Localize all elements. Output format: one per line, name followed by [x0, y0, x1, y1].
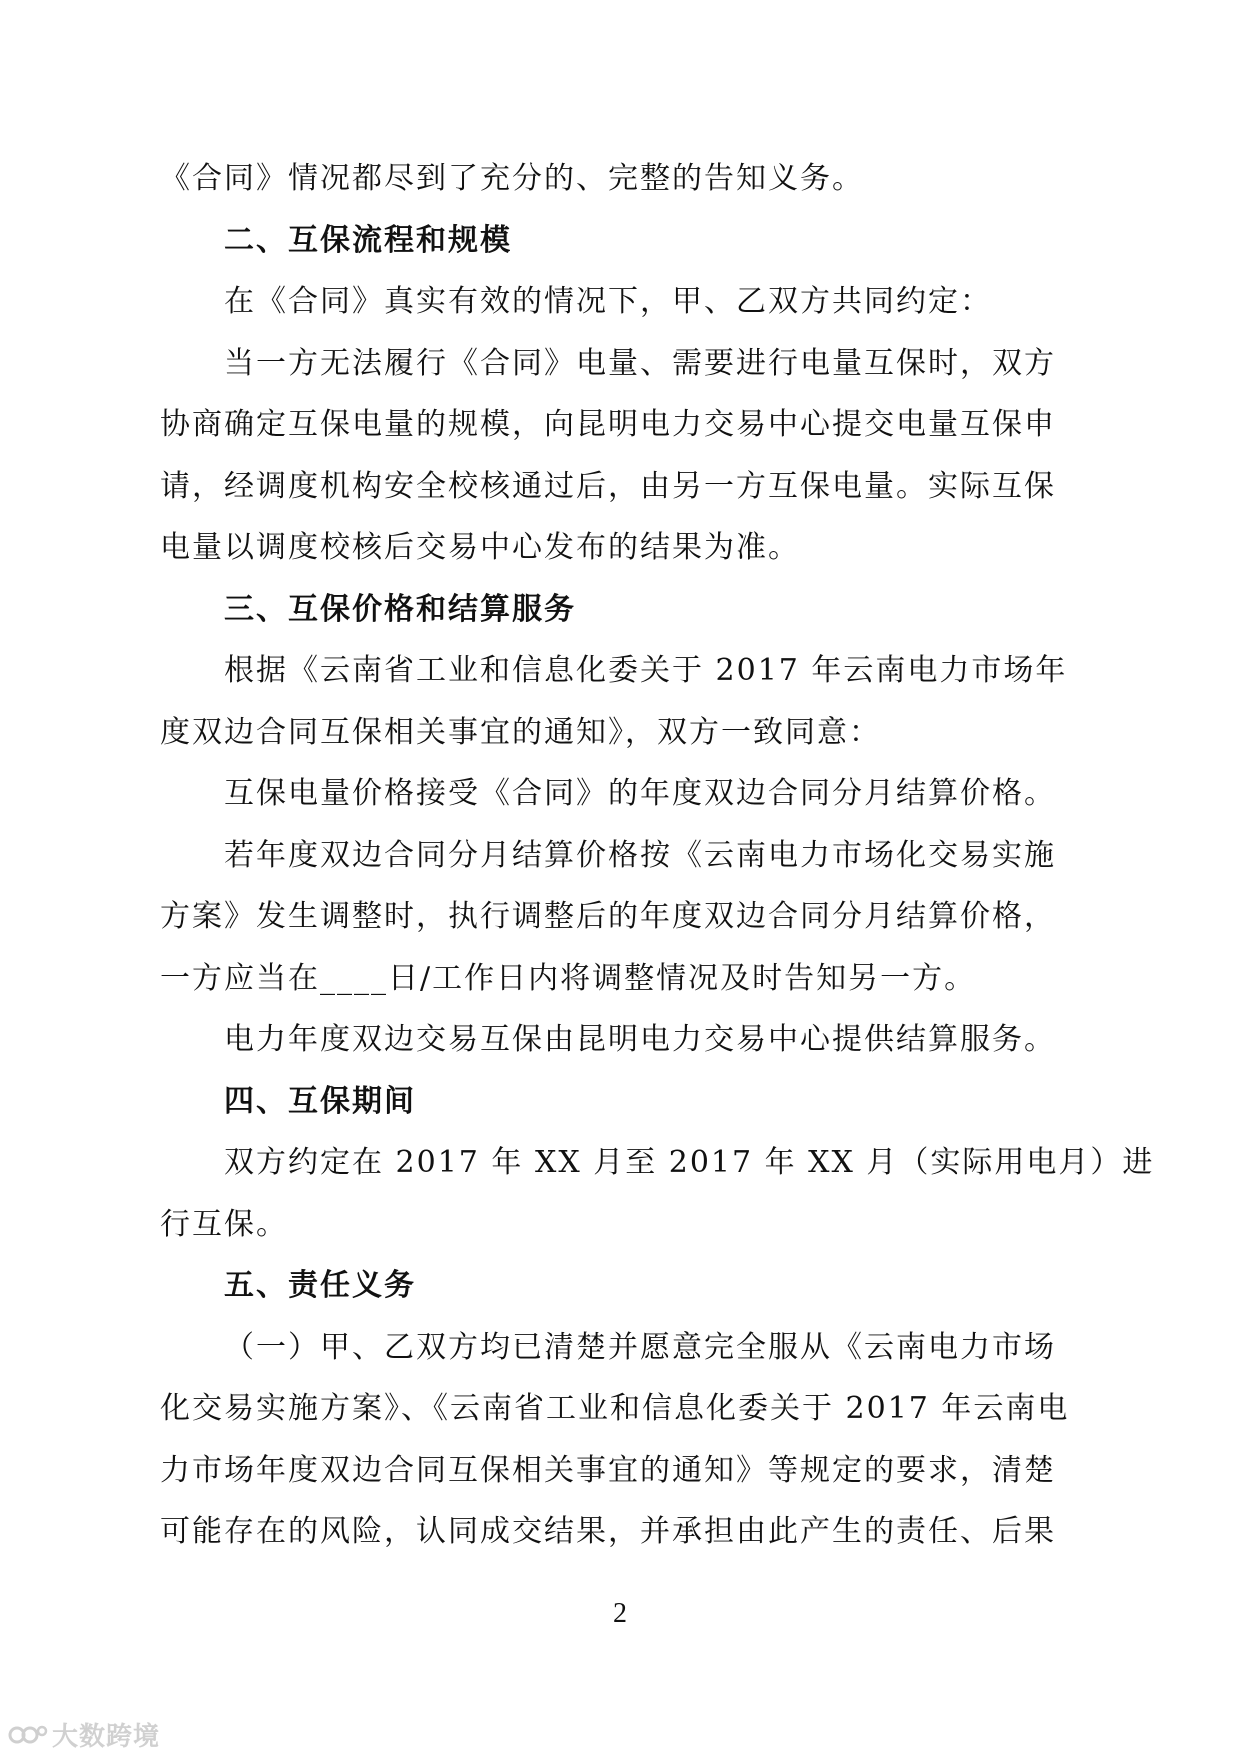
section-heading: 二、互保流程和规模 — [224, 222, 512, 258]
paragraph-line: 方案》发生调整时，执行调整后的年度双边合同分月结算价格， — [160, 899, 1056, 934]
document-body — [160, 148, 1155, 1563]
paragraph-line: 双方约定在 2017 年 XX 月至 2017 年 XX 月（实际用电月）进 — [224, 1145, 1155, 1180]
paragraph-line: 在《合同》真实有效的情况下，甲、乙双方共同约定： — [224, 284, 992, 319]
paragraph-line: 互保电量价格接受《合同》的年度双边合同分月结算价格。 — [224, 776, 1056, 811]
paragraph-line: 请，经调度机构安全校核通过后，由另一方互保电量。实际互保 — [160, 468, 1056, 504]
watermark — [8, 1716, 160, 1753]
paragraph-line: 可能存在的风险，认同成交结果，并承担由此产生的责任、后果 — [160, 1514, 1056, 1549]
paragraph-line: 化交易实施方案》、《云南省工业和信息化委关于 2017 年云南电 — [160, 1391, 1070, 1426]
paragraph-line: 力市场年度双边合同互保相关事宜的通知》等规定的要求，清楚 — [160, 1452, 1056, 1488]
paragraph-line: 一方应当在____日/工作日内将调整情况及时告知另一方。 — [160, 960, 977, 996]
section-heading: 三、互保价格和结算服务 — [224, 591, 576, 627]
section-heading: 五、责任义务 — [224, 1268, 416, 1303]
paragraph-line: 行互保。 — [160, 1206, 288, 1242]
paragraph-line: 电量以调度校核后交易中心发布的结果为准。 — [160, 530, 800, 565]
paragraph-line: 若年度双边合同分月结算价格按《云南电力市场化交易实施 — [224, 837, 1056, 873]
section-heading: 四、互保期间 — [224, 1083, 416, 1119]
paragraph-line: 当一方无法履行《合同》电量、需要进行电量互保时，双方 — [224, 345, 1056, 381]
brand-logo-icon — [8, 1722, 48, 1748]
paragraph-line: 《合同》情况都尽到了充分的、完整的告知义务。 — [160, 161, 864, 196]
paragraph-line: 电力年度双边交易互保由昆明电力交易中心提供结算服务。 — [224, 1022, 1056, 1057]
paragraph-line: （一）甲、乙双方均已清楚并愿意完全服从《云南电力市场 — [224, 1329, 1056, 1365]
paragraph-line: 度双边合同互保相关事宜的通知》，双方一致同意： — [160, 714, 881, 750]
paragraph-line: 根据《云南省工业和信息化委关于 2017 年云南电力市场年 — [224, 653, 1068, 688]
watermark-text: 大数跨境 — [52, 1722, 161, 1752]
page-number: 2 — [613, 1598, 627, 1629]
paragraph-line: 协商确定互保电量的规模，向昆明电力交易中心提交电量互保申 — [160, 407, 1056, 442]
